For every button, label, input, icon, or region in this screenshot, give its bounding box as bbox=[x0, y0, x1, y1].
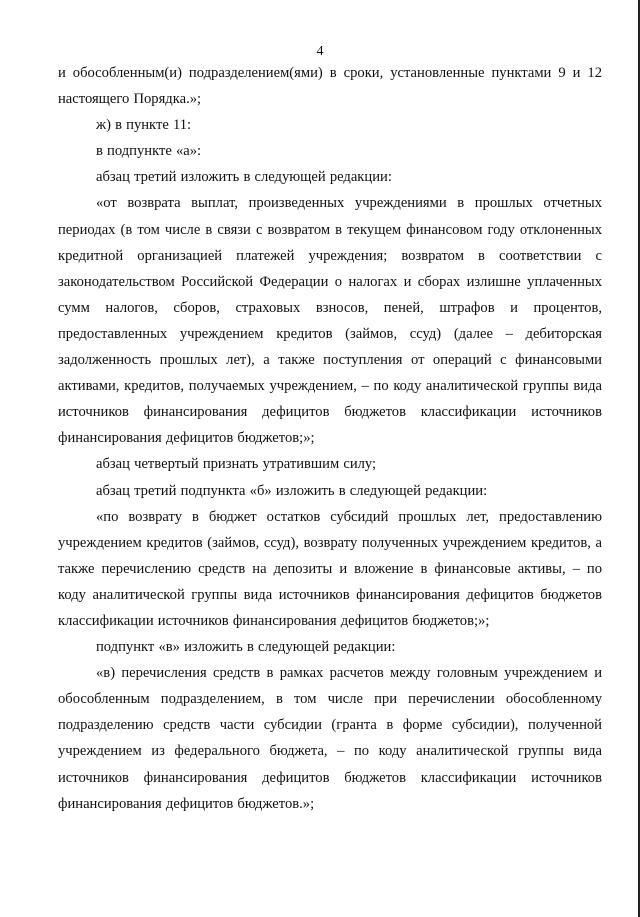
paragraph-quote-3: «в) перечисления средств в рамках расчетов между головным учреждением и обособленным подразделением, в том числе при перечислении обособленному подразделению средств части субсидии (гранта в форме субсидии), полученной учреждением из федерального бюджета, – по коду аналитической группы вида источников финансирования дефицитов бюджетов классификации источников финансирования дефицитов бюджетов.»; bbox=[58, 665, 602, 812]
paragraph-subitem-a: в подпункте «а»: bbox=[96, 143, 202, 160]
document-body bbox=[58, 60, 602, 817]
paragraph-quote-1: «от возврата выплат, произведенных учреждениями в прошлых отчетных периодах (в том числе в связи с возвратом в текущем финансовом году отклоненных кредитной организацией платежей учреждения; возвратом в соответствии с законодательством Российской Федерации о налогах и сборах излишне уплаченных сумм налогов, сборов, страховых взносов, пеней, штрафов и процентов, предоставленных учреждением кредитов (займов, ссуд) (далее – дебиторская задолженность прошлых лет), а также поступления от операций с финансовыми активами, кредитов, получаемых учреждением, – по коду аналитической группы вида источников финансирования дефицитов бюджетов классификации источников финансирования дефицитов бюджетов;»; bbox=[58, 195, 602, 447]
paragraph-instruction: подпункт «в» изложить в следующей редакции: bbox=[96, 639, 396, 656]
paragraph-instruction: абзац третий подпункта «б» изложить в следующей редакции: bbox=[96, 482, 488, 499]
paragraph-item-zh: ж) в пункте 11: bbox=[96, 117, 192, 134]
paragraph-instruction: абзац четвертый признать утратившим силу; bbox=[96, 456, 377, 473]
paragraph-instruction: абзац третий изложить в следующей редакции: bbox=[96, 169, 392, 186]
paragraph-quote-2: «по возврату в бюджет остатков субсидий прошлых лет, предоставлению учреждением кредитов (займов, ссуд), возврату полученных учреждением кредитов, а также перечислению средств на депозиты и вложение в финансовые активы, – по коду аналитической группы вида источников финансирования дефицитов бюджетов классификации источников финансирования дефицитов бюджетов;»; bbox=[58, 508, 602, 629]
page-number: 4 bbox=[316, 44, 324, 59]
paragraph-continuation: и обособленным(и) подразделением(ями) в сроки, установленные пунктами 9 и 12 настоящего Порядка.»; bbox=[58, 65, 602, 108]
